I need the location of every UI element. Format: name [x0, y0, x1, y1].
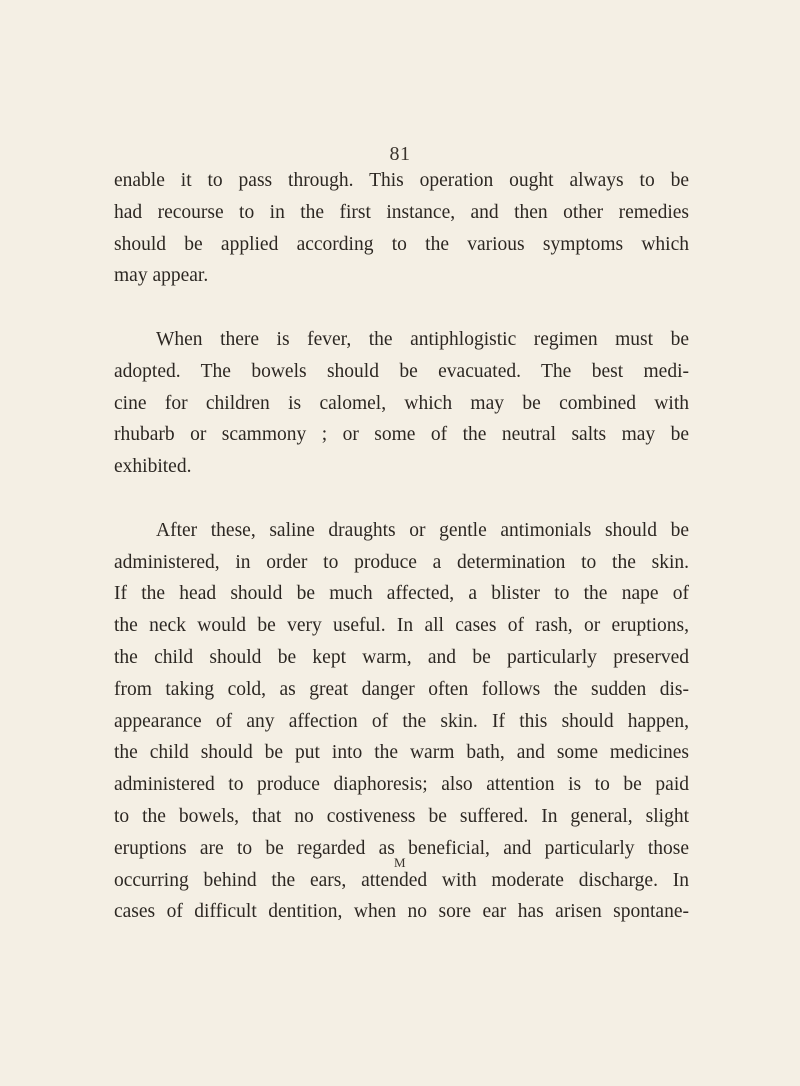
paragraph: [114, 324, 689, 483]
text-line: administered to produce diaphoresis; also attention is to be paid: [114, 774, 689, 796]
text-line: the neck would be very useful. In all cases of rash, or eruptions,: [114, 615, 689, 637]
text-line: When there is fever, the antiphlogistic regimen must be: [156, 328, 689, 350]
paragraph: [114, 165, 689, 292]
paragraph-spacer: [114, 292, 689, 324]
text-line: to the bowels, that no costiveness be suffered. In general, slight: [114, 805, 689, 827]
text-line: should be applied according to the various symptoms which: [114, 233, 689, 255]
page-number: 81: [389, 143, 411, 165]
body-text: [114, 165, 689, 928]
text-line: had recourse to in the first instance, and then other remedies: [114, 201, 689, 223]
text-line: occurring behind the ears, attended with moderate discharge. In: [114, 869, 689, 891]
text-line: from taking cold, as great danger often follows the sudden dis-: [114, 678, 689, 700]
text-line: the child should be kept warm, and be particularly preserved: [114, 646, 689, 668]
text-line: eruptions are to be regarded as beneficial, and particularly those: [114, 837, 689, 859]
text-line: appearance of any affection of the skin. If this should happen,: [114, 710, 689, 732]
text-line: the child should be put into the warm bath, and some medicines: [114, 742, 689, 764]
text-line: rhubarb or scammony ; or some of the neutral salts may be: [114, 424, 689, 446]
signature-mark: M: [393, 855, 407, 870]
text-line: adopted. The bowels should be evacuated. The best medi-: [114, 360, 689, 382]
text-line: exhibited.: [114, 456, 192, 478]
text-line: If the head should be much affected, a blister to the nape of: [114, 583, 689, 605]
text-line: enable it to pass through. This operation ought always to be: [114, 170, 689, 191]
text-line: cases of difficult dentition, when no sore ear has arisen spontane-: [114, 901, 689, 923]
paragraph-spacer: [114, 483, 689, 515]
text-line: cine for children is calomel, which may be combined with: [114, 392, 689, 414]
text-line: After these, saline draughts or gentle antimonials should be: [156, 519, 689, 541]
text-line: may appear.: [114, 265, 209, 287]
text-line: administered, in order to produce a determination to the skin.: [114, 551, 689, 573]
